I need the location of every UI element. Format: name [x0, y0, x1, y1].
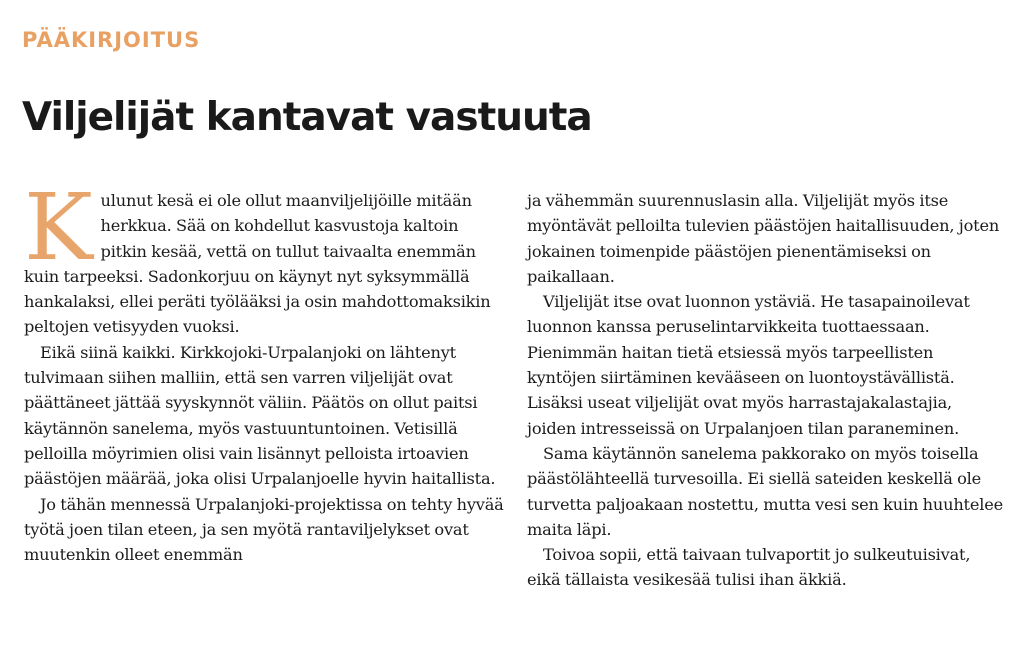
headline: Viljelijät kantavat vastuuta: [22, 95, 592, 140]
article-column-1: [24, 174, 509, 567]
drop-cap: K: [24, 174, 93, 281]
paragraph-1: [24, 174, 509, 340]
paragraph-3-continued: ja vähemmän suurennuslasin alla. Viljelijät myös itse myöntävät pelloilta tulevien päästöjen haitallisuuden, joten jokainen toimenpide päästöjen pienentämiseksi on paikallaan.: [527, 191, 1000, 286]
paragraph-3: Jo tähän mennessä Urpalanjoki-projektissa on tehty hyvää työtä joen tilan eteen, ja sen myötä rantaviljelykset ovat muutenkin olleet enemmän: [24, 494, 504, 565]
paragraph-2: Eikä siinä kaikki. Kirkkojoki-Urpalanjoki on lähtenyt tulvimaan siihen malliin, että sen varren viljelijät ovat päättäneet jättää syyskynnöt väliin. Päätös on ollut paitsi käytännön sanelema, myös vastuuntuntoinen. Vetisillä pelloilla möyrimien olisi vain lisännyt pelloista irtoavien päästöjen määrää, joka olisi Urpalanjoelle hyvin haitallista.: [24, 342, 496, 489]
paragraph-4: Viljelijät itse ovat luonnon ystäviä. He tasapainoilevat luonnon kanssa peruselintarvikkeita tuottaessaan. Pienimmän haitan tietä etsiessä myös tarpeellisten kyntöjen siirtäminen kevääseen on luontoystävällistä. Lisäksi useat viljelijät ovat myös harrastajakalastajia, joiden intresseissä on Urpalanjoen tilan paraneminen.: [527, 292, 970, 438]
paragraph-5: Sama käytännön sanelema pakkorako on myös toisella päästölähteellä turvesoilla. Ei siellä sateiden keskellä ole turvetta paljoakaan nostettu, mutta vesi sen kuin huuhtelee maita läpi.: [527, 443, 1003, 539]
paragraph-6: Toivoa sopii, että taivaan tulvaportit jo sulkeutuisivat, eikä tällaista vesikesää tulisi ihan äkkiä.: [527, 545, 971, 590]
article-column-2: [527, 188, 1005, 593]
kicker: PÄÄKIRJOITUS: [22, 28, 201, 52]
paragraph-1-text: ulunut kesä ei ole ollut maanviljelijöille mitään herkkua. Sää on kohdellut kasvustoja kaltoin pitkin kesää, vettä on tullut taivaalta enemmän kuin tarpeeksi. Sadonkorjuu on käynyt nyt syksymmällä hankalaksi, ellei peräti työlääksi ja osin mahdottomaksikin peltojen vetisyyden vuoksi.: [24, 191, 491, 337]
